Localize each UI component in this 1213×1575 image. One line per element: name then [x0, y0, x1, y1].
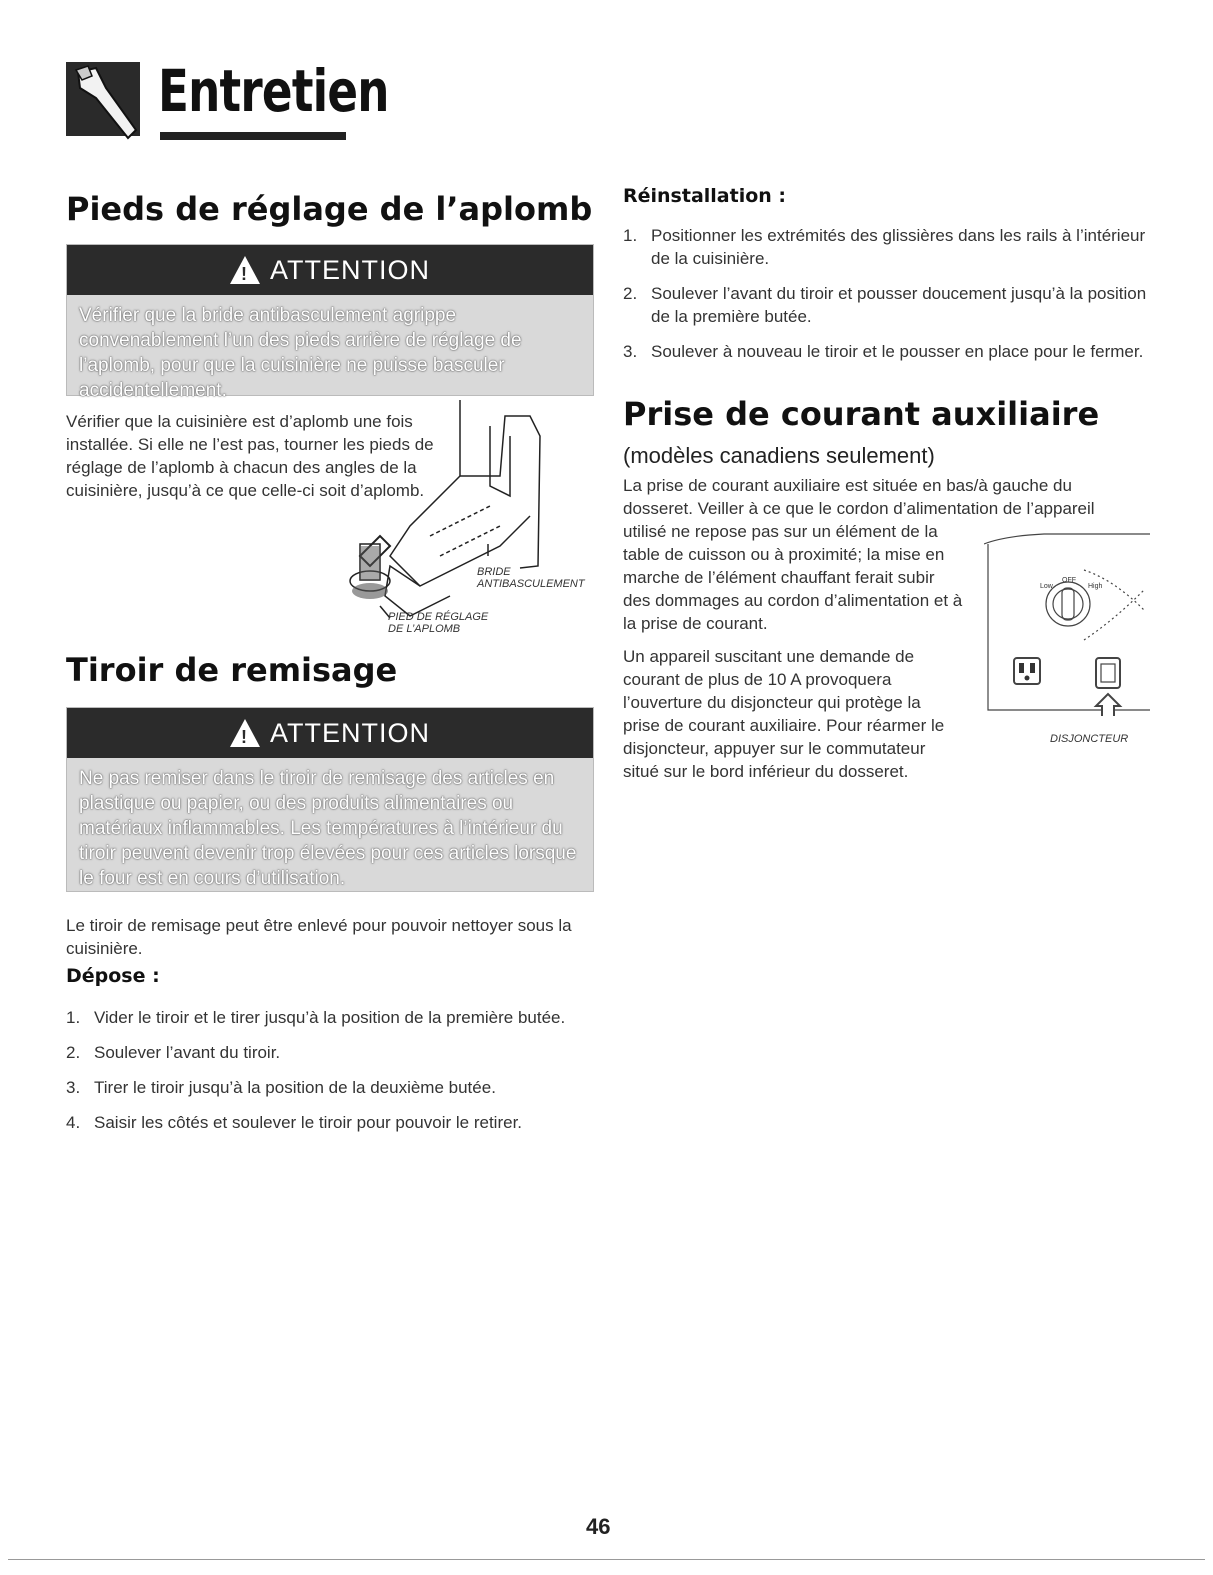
- list-item: 4. Saisir les côtés et soulever le tiroir pour pouvoir le retirer.: [66, 1113, 523, 1132]
- bottom-divider: [8, 1559, 1205, 1560]
- section-subtitle-outlet: (modèles canadiens seulement): [623, 443, 935, 468]
- reinstall-title: Réinstallation :: [623, 185, 787, 207]
- knob-low-label: Low: [1040, 583, 1053, 590]
- reinstall-steps: [623, 224, 1153, 363]
- page-title: Entretien: [158, 57, 389, 125]
- outlet-para-2: Un appareil suscitant une demande de courant de plus de 10 A provoquera l’ouverture du disjoncteur qui protège la prise de courant auxiliaire. Pour réarmer le disjoncteur, appuyer sur le commutateur situé sur le bord inférieur du dosseret.: [623, 647, 945, 781]
- knob-off-label: OFF: [1062, 577, 1076, 584]
- caption-foot: PIED DE RÉGLAGE DE L’APLOMB: [388, 611, 489, 635]
- list-item: 2. Soulever l’avant du tiroir.: [66, 1043, 281, 1062]
- wrench-icon: [66, 58, 146, 144]
- warning-icon: !: [230, 719, 260, 747]
- list-item: 3. Soulever à nouveau le tiroir et le pousser en place pour le fermer.: [623, 342, 1144, 361]
- outlet-para-1: La prise de courant auxiliaire est située en bas/à gauche du dosseret. Veiller à ce que le cordon d’alimentation de l’appareil utilisé ne repose pas sur un élément de la table de cuisson ou à proximité; la mise en marche de l’élément chauffant ferait subir des dommages au cordon d’alimentation et à la prise de courant.: [623, 476, 1095, 633]
- warning-text: Vérifier que la bride antibasculement agrippe convenablement l’un des pieds arrière de réglage de l’aplomb, pour que la cuisinière ne puisse basculer accidentellement.: [79, 305, 522, 401]
- warning-box-drawer: [66, 707, 594, 892]
- warning-label: ATTENTION: [270, 254, 430, 285]
- backguard-outlet-illustration: [984, 530, 1150, 720]
- leveling-body: Vérifier que la cuisinière est d’aplomb une fois installée. Si elle ne l’est pas, tourner les pieds de réglage de l’aplomb à chacun des angles de la cuisinière, jusqu’à ce que celle-ci soit d’aplomb.: [66, 412, 434, 500]
- title-underline: [160, 132, 346, 140]
- warning-header: [67, 245, 593, 295]
- list-item: 3. Tirer le tiroir jusqu’à la position de la deuxième butée.: [66, 1078, 496, 1097]
- warning-header: [67, 708, 593, 758]
- warning-text: Ne pas remiser dans le tiroir de remisage des articles en plastique ou papier, ou des produits alimentaires ou matériaux inflammables. Les températures à l’intérieur du tiroir peuvent devenir trop élevées pour ces articles lorsque le four est en cours d’utilisation.: [79, 768, 577, 889]
- warning-box-leveling: [66, 244, 594, 401]
- caption-bracket: BRIDE ANTIBASCULEMENT: [477, 566, 585, 590]
- list-item: 2. Soulever l’avant du tiroir et pousser doucement jusqu’à la position de la première butée.: [623, 284, 1147, 326]
- warning-icon: !: [230, 256, 260, 284]
- removal-title: Dépose :: [66, 965, 160, 987]
- page-number: 46: [586, 1514, 611, 1539]
- section-title-outlet: Prise de courant auxiliaire: [623, 395, 1100, 433]
- anti-tip-bracket-illustration: [330, 396, 592, 646]
- list-item: 1. Vider le tiroir et le tirer jusqu’à la position de la première butée.: [66, 1008, 566, 1027]
- drawer-body: Le tiroir de remisage peut être enlevé pour pouvoir nettoyer sous la cuisinière.: [66, 916, 572, 958]
- section-title-leveling: Pieds de réglage de l’aplomb: [66, 190, 593, 228]
- list-item: 1. Positionner les extrémités des glissières dans les rails à l’intérieur de la cuisinière.: [623, 226, 1146, 268]
- warning-label: ATTENTION: [270, 717, 430, 748]
- removal-steps: [66, 1006, 596, 1134]
- knob-high-label: High: [1088, 583, 1103, 590]
- caption-breaker: DISJONCTEUR: [1050, 733, 1129, 745]
- section-title-drawer: Tiroir de remisage: [66, 651, 398, 689]
